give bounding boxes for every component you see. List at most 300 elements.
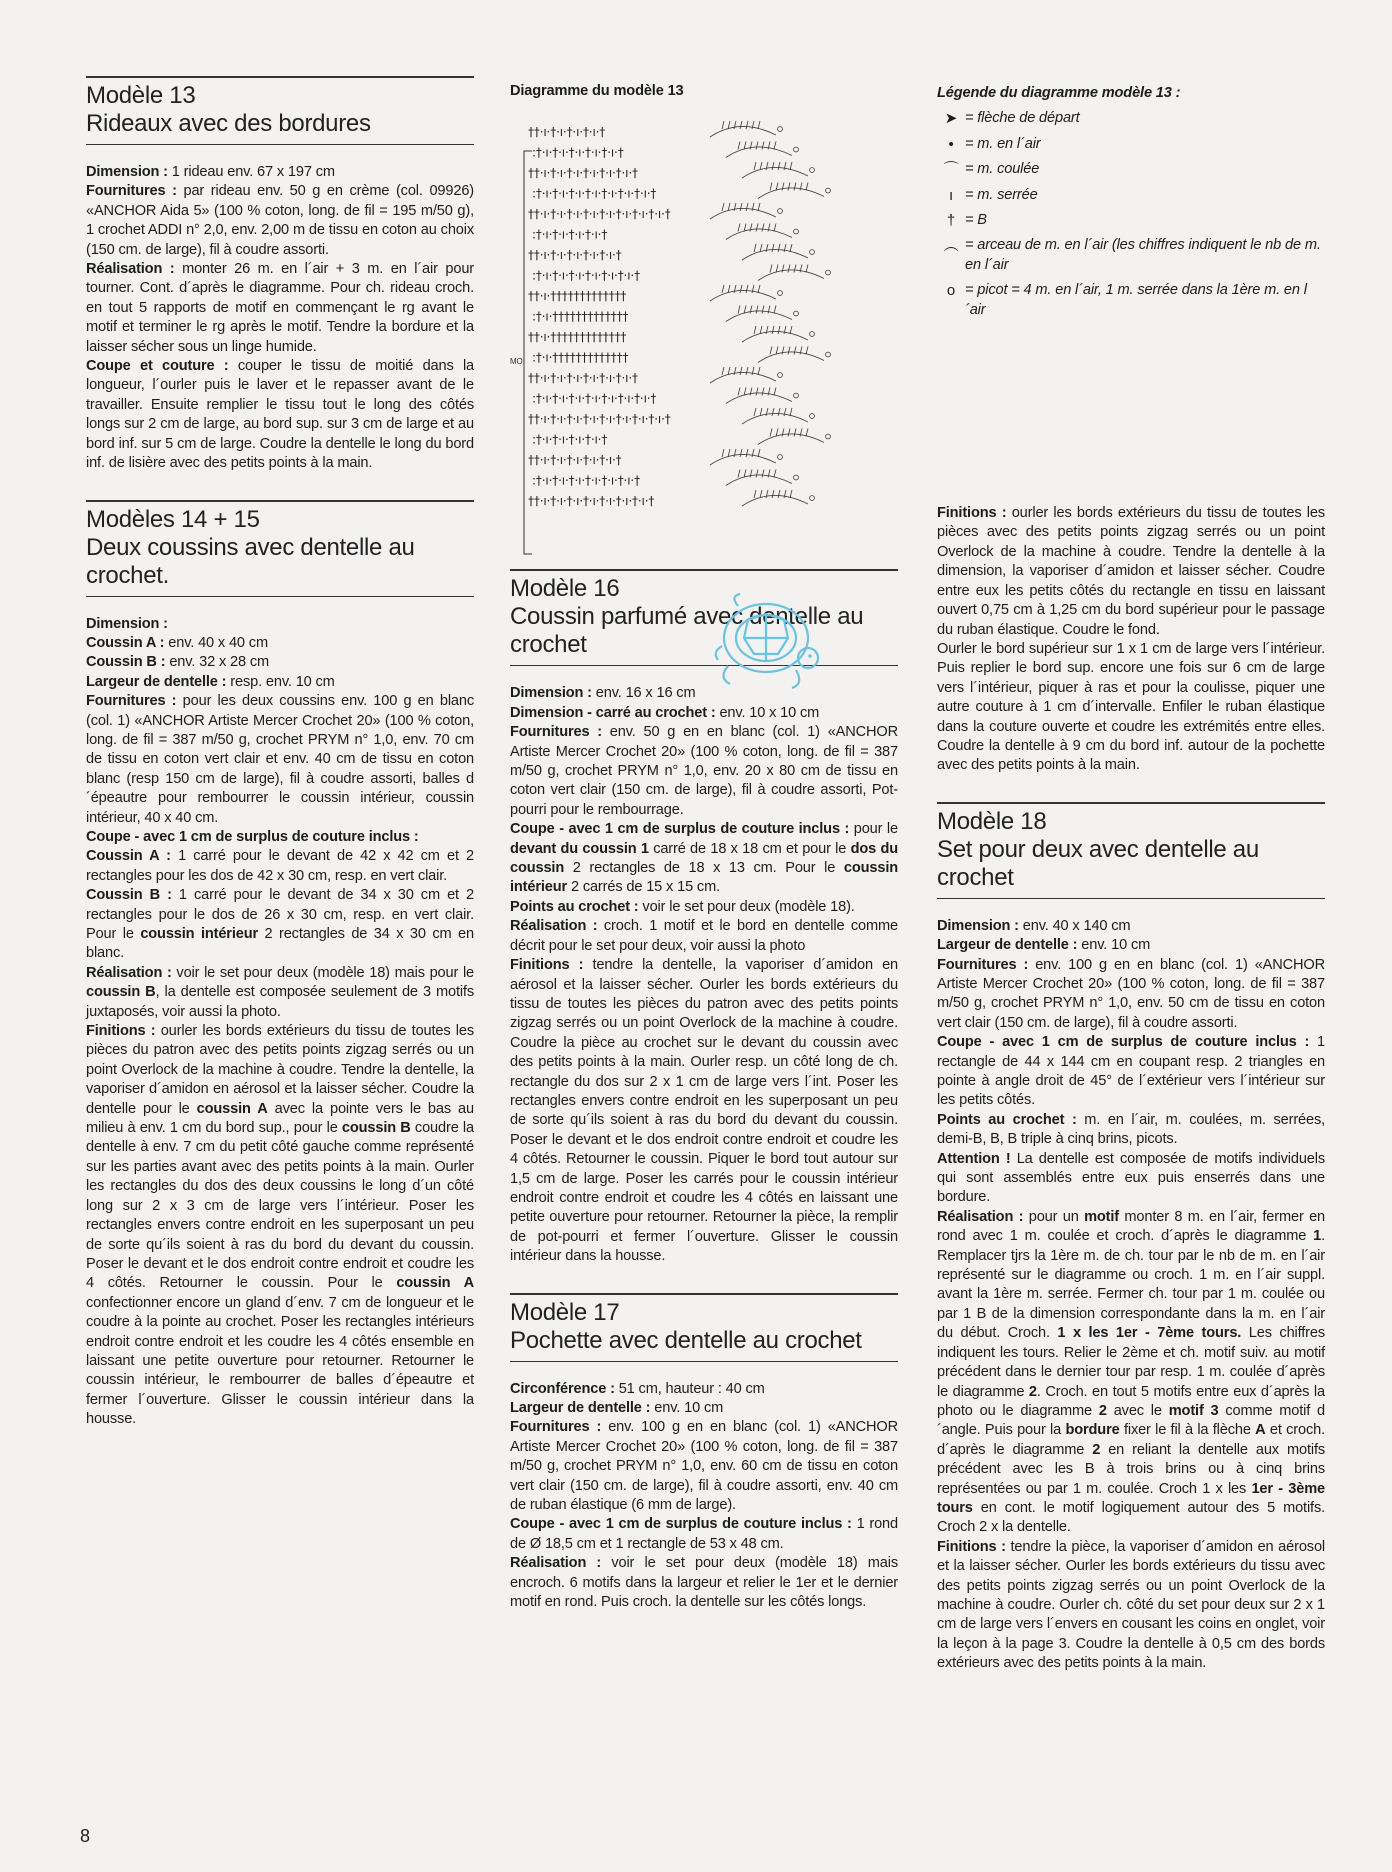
legend-item	[937, 160, 1325, 179]
bold-text: dos du coussin	[510, 840, 898, 877]
diagram-arc	[726, 311, 792, 322]
label: Coupe et couture :	[86, 358, 229, 375]
section-title: Modèles 14 + 15	[86, 505, 260, 533]
label: Fournitures :	[510, 724, 602, 741]
diagram-picot	[794, 312, 799, 317]
diagram-stitch	[778, 244, 780, 252]
label: Coussin A :	[86, 848, 171, 865]
diagram-stitch	[778, 408, 780, 416]
diagram-picot	[778, 291, 783, 296]
diagram-picot	[810, 168, 815, 173]
diagram-stitch	[790, 408, 792, 416]
section-modeles-14-15	[86, 500, 474, 1430]
realisation-paragraph	[510, 1554, 898, 1612]
section-modele-17-suite	[937, 504, 1325, 776]
diagram-stitch	[738, 224, 740, 232]
diagram-stitch	[788, 347, 790, 355]
diagram-stitch	[740, 121, 742, 129]
text: 1 rond de Ø 18,5 cm et 1 rectangle de 53 x 48 cm.	[510, 1516, 898, 1552]
text: fixer le fil à la flèche	[1119, 1422, 1256, 1439]
diagram-row: ††·ı·†††††††††††††	[528, 330, 627, 345]
label: Circonférence :	[510, 1380, 615, 1397]
label: Réalisation :	[86, 964, 172, 981]
label: Coupe - avec 1 cm de surplus de couture inclus :	[510, 821, 850, 838]
diagram-arc	[710, 373, 776, 384]
coussin-b-dim	[86, 653, 474, 672]
finitions-paragraph	[510, 956, 898, 1267]
diagram-row: ††·ı·†·ı·†·ı·†·ı·†·ı·†·ı·†	[528, 371, 638, 386]
diagram-stitch	[778, 326, 780, 334]
largeur-paragraph	[86, 673, 474, 692]
label: Largeur de dentelle :	[86, 673, 227, 690]
bold-text: 2	[1098, 1402, 1107, 1419]
section-subtitle: Set pour deux avec dentelle au crochet	[937, 835, 1259, 891]
diagram-row: ††·ı·†·ı·†·ı·†·ı·†	[528, 125, 606, 140]
diagram-arc	[710, 127, 776, 138]
diagram-stitch	[766, 326, 768, 334]
picot-icon: o	[946, 282, 956, 300]
section-modele-17	[510, 1293, 898, 1613]
diagram-stitch	[794, 183, 796, 191]
legend-item	[937, 236, 1325, 275]
dimension-paragraph	[937, 917, 1325, 936]
diagram-stitch	[722, 367, 724, 375]
diagram-stitch	[774, 306, 776, 314]
turtle-stamp-icon	[708, 588, 828, 703]
text: et croch. d´après le diagramme	[937, 1422, 1325, 1458]
diagram-row: ††·ı·†·ı·†·ı·†·ı·†·ı·†·ı·†·ı·†·ı·†	[528, 412, 671, 427]
attention-paragraph	[937, 1150, 1325, 1208]
diagram-arc	[742, 414, 808, 425]
diagram-arc	[726, 147, 792, 158]
diagram-stitch	[770, 183, 772, 191]
diagram-row: :†·ı·†·ı·†·ı·†·ı·†·ı·†·ı·†	[532, 473, 640, 488]
diagram-stitch	[750, 388, 752, 396]
diagram-row: ††·ı·†·ı·†·ı·†·ı·†·ı·†·ı·†·ı·†	[528, 494, 655, 509]
diagram-arc	[742, 496, 808, 507]
text: 1 rectangle de 44 x 144 cm en coupant resp. 2 triangles en pointe à angle droit de 45° de l´extérieur vers l´intérieur sur les petits côtés.	[937, 1034, 1325, 1109]
coupe-paragraph	[937, 1033, 1325, 1111]
diagram-row: ††·ı·†·ı·†·ı·†·ı·†·ı·†	[528, 453, 622, 468]
points-paragraph	[937, 1111, 1325, 1150]
text: voir le set pour deux (modèle 18) mais pour le	[171, 964, 474, 981]
text: confectionner encore un gland d´env. 7 cm de longueur et le coudre à la pointe au crochet. Poser les rectangles intérieurs endroit contre endroit et les coudre les 4 côtés ensemble en laissant une petite ouverture pour retourner. Retourner le coussin intérieur, le rembourrer de balles d´épeautre et fermer l´ouverture. Glisser le coussin intérieur dans la housse.	[86, 1294, 474, 1428]
diagram-stitch	[722, 285, 724, 293]
diagram-stitch	[722, 203, 724, 211]
text: voir le set pour deux (modèle 18) mais encroch. 6 motifs dans la largeur et relier le 1er et le dernier motif en rond. Puis croch. la dentelle sur les côtés longs.	[510, 1555, 898, 1611]
diagram-stitch	[756, 142, 758, 150]
label: Dimension :	[510, 685, 592, 702]
bold-text: 2	[1092, 1441, 1101, 1458]
text: pour un	[1023, 1208, 1085, 1225]
label: Coussin A :	[86, 634, 165, 651]
chain-arch-icon: ︵	[943, 237, 959, 255]
section-subtitle: Rideaux avec des bordures	[86, 110, 371, 137]
dimension-paragraph	[86, 163, 474, 182]
section-title: Modèle 18	[937, 807, 1047, 835]
legend-text: = flèche de départ	[965, 110, 1080, 127]
section-modele-13	[86, 76, 474, 474]
diagram-stitch	[754, 244, 756, 252]
diagram-stitch	[738, 142, 740, 150]
fournitures-paragraph	[86, 692, 474, 828]
text: avec le	[1106, 1402, 1169, 1419]
diagram-picot	[794, 230, 799, 235]
text: comme motif d´angle. Puis pour la	[937, 1402, 1326, 1439]
label: Fournitures :	[937, 956, 1029, 973]
coupe-heading	[86, 828, 474, 847]
arrow-start-icon: ➤	[944, 110, 958, 128]
bold-text: coussin A	[196, 1100, 268, 1117]
text: monter 26 m. en l´air + 3 m. en l´air pour tourner. Cont. d´après le diagramme. Pour ch. rideau croch. en tout 5 rapports de motif en commençant le rg avant le motif et terminer le rg après le motif. Tendre la bordure et la laisser sécher sous un linge humide.	[86, 261, 474, 355]
section-header	[510, 1293, 898, 1362]
section-modele-16	[510, 569, 898, 1266]
page-number: 8	[80, 1826, 91, 1846]
diagram-title: Diagramme du modèle 13	[510, 83, 684, 99]
label: Fournitures :	[510, 1419, 602, 1436]
diagram-stitch	[750, 470, 752, 478]
legend-item	[937, 281, 1325, 320]
text: carré de 18 x 18 cm et pour le	[648, 840, 851, 857]
diagram-picot	[826, 353, 831, 358]
column-middle	[510, 82, 898, 1638]
text: 2 carrés de 15 x 15 cm.	[567, 879, 720, 896]
diagram-stitch	[774, 470, 776, 478]
diagram-stitch	[734, 203, 736, 211]
diagram-stitch	[774, 142, 776, 150]
text: m. en l´air, m. coulées, m. serrées, demi-B, B, B triple à cinq brins, picots.	[937, 1111, 1326, 1148]
label: Finitions :	[937, 505, 1007, 522]
legend-item	[937, 135, 1325, 154]
diagram-stitch	[806, 429, 808, 437]
diagram-stitch	[770, 347, 772, 355]
label: Réalisation :	[937, 1208, 1024, 1225]
diagram-picot	[778, 209, 783, 214]
diagram-stitch	[756, 224, 758, 232]
diagram-row: :†·ı·†·ı·†·ı·†·ı·†	[532, 432, 608, 447]
diagram-arc	[726, 229, 792, 240]
spacer	[937, 326, 1325, 504]
diagram-stitch	[774, 224, 776, 232]
text: 2 rectangles de 18 x 13 cm. Pour le	[564, 860, 844, 877]
diagram-stitch	[788, 265, 790, 273]
diagram-row: ††·ı·†††††††††††††	[528, 289, 627, 304]
diagram-mo-label: MO	[510, 357, 523, 367]
bold-text: bordure	[1065, 1422, 1120, 1439]
text: par rideau env. 50 g en crème (col. 09926) «ANCHOR Aida 5» (100 % coton, long. de fil = 195 m/50 g), 1 crochet ADDI n° 2,0, env. 2,00 m de tissu en coton au choix (150 cm. de large), fil à coudre assorti.	[86, 183, 475, 258]
diagram-stitch	[770, 265, 772, 273]
crochet-diagram	[510, 109, 890, 569]
finitions-paragraph-2: Ourler le bord supérieur sur 1 x 1 cm de large vers l´intérieur. Puis replier le bord sup. encore une fois sur 6 cm de large vers l´intérieur, piquer à ras et pour la coulisse, piquer une autre couture à 1 cm d´intervalle. Enfiler le ruban élastique dans la couture ouverte et coudre les extrémités entre elles. Coudre la dentelle à 9 cm du bord inf. autour de la pochette avec des petits points à la main.	[937, 640, 1325, 774]
slip-stitch-icon: ⌒	[943, 161, 959, 179]
fournitures-paragraph	[510, 723, 898, 820]
label: Réalisation :	[510, 918, 598, 935]
diagram-stitch	[754, 162, 756, 170]
diagram-picot	[794, 476, 799, 481]
diagram-stitch	[738, 470, 740, 478]
text: en reliant la dentelle aux motifs précédent avec les B à trois brins ou à cinq brins représentées ou par 1 m. coulée. Croch 1 x les	[937, 1441, 1325, 1497]
text: . Remplacer tjrs la 1ère m. de ch. tour par le nb de m. en l´air représenté sur le diagramme ou croch. 1 m. en l´air suppl. avant la 1ère m. serrée. Fermer ch. tour par 1 m. coulée ou par 1 B de la dimension correspondante dans la m. en l´air du début. Croch.	[937, 1228, 1325, 1342]
column-left	[86, 76, 474, 1456]
diagram-stitch	[756, 306, 758, 314]
finitions-paragraph	[937, 504, 1325, 640]
diagram-stitch	[734, 449, 736, 457]
diagram-arc	[758, 270, 824, 281]
section-header	[937, 802, 1325, 899]
section-title: Modèle 17	[510, 1298, 620, 1326]
coupe-paragraph	[86, 357, 474, 473]
diagram-row: :†·ı·†††††††††††††	[532, 350, 629, 365]
diagram-stitch	[738, 306, 740, 314]
legend-text: = m. serrée	[965, 186, 1038, 203]
label: Finitions :	[86, 1023, 156, 1040]
section-modele-18	[937, 802, 1325, 1674]
text: voir le set pour deux (modèle 18).	[638, 898, 855, 915]
fournitures-paragraph	[86, 182, 474, 260]
diagram-picot	[826, 271, 831, 276]
diagram-stitch	[740, 367, 742, 375]
diagram-stitch	[794, 429, 796, 437]
diagram-stitch	[758, 121, 760, 129]
diagram-arc	[710, 291, 776, 302]
diagram-picot	[794, 394, 799, 399]
realisation-paragraph	[937, 1208, 1325, 1538]
label: Fournitures :	[86, 693, 177, 710]
diagram-row: :†·ı·†·ı·†·ı·†·ı·†·ı·†·ı·†	[532, 268, 640, 283]
diagram-stitch	[758, 367, 760, 375]
text: , la dentelle est composée seulement de 3 motifs juxtaposés, voir aussi la photo.	[86, 984, 474, 1020]
diagram-stitch	[770, 429, 772, 437]
diagram-stitch	[794, 265, 796, 273]
bold-text: 1er - 3ème tours	[937, 1480, 1325, 1516]
label: Dimension :	[86, 164, 168, 180]
dimension-heading	[86, 615, 474, 634]
diagram-stitch	[734, 285, 736, 293]
diagram-stitch	[766, 244, 768, 252]
diagram-stitch	[790, 490, 792, 498]
label: Coussin B :	[86, 654, 166, 671]
label: Points au crochet :	[510, 898, 639, 915]
label: Coussin B :	[86, 887, 172, 904]
legend-text: = picot = 4 m. en l´air, 1 m. serrée dans la 1ère m. en l´air	[965, 282, 1307, 318]
section-title: Modèle 13	[86, 82, 196, 109]
legend-text: = arceau de m. en l´air (les chiffres indiquent le nb de m. en l´air	[965, 237, 1321, 273]
diagram-stitch	[766, 490, 768, 498]
diagram-picot	[778, 127, 783, 132]
diagram-picot	[778, 373, 783, 378]
legend-item	[937, 186, 1325, 205]
diagram-stitch	[756, 470, 758, 478]
legend-text: = m. en l´air	[965, 135, 1041, 152]
diagram-stitch	[762, 224, 764, 232]
diagram-rows	[524, 121, 830, 554]
text: 1 carré pour le devant de 34 x 30 cm et 2 rectangles pour le dos de 26 x 30 cm, resp. en vert clair. Pour le	[86, 887, 474, 942]
bold-text: coussin A	[396, 1275, 474, 1292]
diagram-stitch	[806, 183, 808, 191]
label: Coupe - avec 1 cm de surplus de couture inclus :	[937, 1034, 1310, 1051]
bold-text: motif 3	[1168, 1402, 1219, 1419]
text: env. 16 x 16 cm	[591, 685, 696, 702]
diagram-stitch	[772, 326, 774, 334]
dimension-paragraph	[510, 684, 898, 703]
diagram-row: :†·ı·†·ı·†·ı·†·ı·†·ı·†·ı·†·ı·†	[532, 391, 657, 406]
diagram-stitch	[746, 203, 748, 211]
label: Finitions :	[510, 957, 584, 974]
bold-text: 1 x les 1er - 7ème tours.	[1057, 1325, 1242, 1342]
diagram-stitch	[774, 388, 776, 396]
text: resp. env. 10 cm	[226, 673, 335, 690]
section-subtitle: Coussin parfumé avec dentelle au crochet	[510, 603, 864, 659]
legend-list	[937, 109, 1325, 320]
fournitures-paragraph	[510, 1418, 898, 1515]
diagram-stitch	[772, 244, 774, 252]
diagram-stitch	[750, 224, 752, 232]
points-paragraph	[510, 898, 898, 917]
diagram-stitch	[734, 367, 736, 375]
bold-text: devant du coussin 1	[510, 840, 649, 857]
diagram-picot	[810, 332, 815, 337]
section-subtitle: Deux coussins avec dentelle au crochet.	[86, 533, 415, 589]
diagram-stitch	[762, 388, 764, 396]
section-title: Modèle 16	[510, 575, 620, 603]
legend-item	[937, 211, 1325, 230]
diagram-arc	[726, 393, 792, 404]
text: . Croch. en tout 5 motifs entre eux d´après la photo ou le diagramme	[937, 1383, 1325, 1419]
text: 1 carré pour le devant de 42 x 42 cm et 2 rectangles pour les dos de 42 x 30 cm, resp. en vert clair.	[86, 848, 474, 884]
text: coudre la dentelle à env. 7 cm du petit côté gauche comme représenté sur les parties avant avec des petits points à la main. Ourler les rectangles du dos des deux coussins le long d´un côté long sur 2 x 3 cm de large vers l´intérieur. Poser les rectangles envers contre endroit en les superposant un peu de sorte qu´ils soient à ras du bord du devant du coussin. Poser le devant et le dos endroit contre endroit et coudre les 4 côtés. Retourner le coussin. Pour le	[86, 1120, 474, 1292]
label: Dimension :	[937, 917, 1019, 934]
diagram-stitch	[788, 183, 790, 191]
section-header	[86, 76, 474, 145]
diagram-stitch	[790, 244, 792, 252]
text: pour les deux coussins env. 100 g en blanc (col. 1) «ANCHOR Artiste Mercer Crochet 20» (100 % coton, long. de fil = 387 m/50 g, crochet PRYM n° 1,0, env. 70 cm de tissu en coton vert clair et env. 40 cm de tissu en coton blanc (resp 150 cm de large), fil à coudre assorti, balles d´épeautre pour rembourrer le coussin intérieur, coussin intérieur, 40 x 40 cm.	[86, 693, 475, 826]
label: Dimension - carré au crochet :	[510, 704, 716, 721]
diagram-arc	[758, 188, 824, 199]
bold-text: 1	[1313, 1228, 1322, 1245]
chain-stitch-icon: •	[948, 135, 954, 153]
coupe-coussin-a	[86, 847, 474, 886]
text: avec la pointe vers le bas au milieu à env. 1 cm du bord sup., pour le	[86, 1100, 474, 1137]
text: env. 100 g en en blanc (col. 1) «ANCHOR Artiste Mercer Crochet 20» (100 % coton, long. de fil = 387 m/50 g, crochet PRYM n° 1,0, env. 50 cm de tissu en coton vert clair (150 cm. de large), fil à coudre assorti.	[937, 956, 1325, 1031]
text: couper le tissu de moitié dans la longueur, l´ourler puis le laver et le repasser avant de le travailler. Ensuite remplier le tissu tout le long des côtés longs sur 2 cm de large, au bord sup. sur 3 cm de large et au bord inf. sur 5 cm de large. Coudre la dentelle le long du bord inf. de lisière avec des petits points à la main.	[86, 358, 475, 472]
diagram-row: :†·ı·†·ı·†·ı·†·ı·†·ı·†	[532, 145, 624, 160]
diagram-stitch	[746, 285, 748, 293]
diagram-stitch	[806, 347, 808, 355]
diagram-arc	[710, 209, 776, 220]
diagram-stitch	[740, 203, 742, 211]
diagram-arc	[710, 455, 776, 466]
diagram-stitch	[754, 408, 756, 416]
diagram-stitch	[790, 326, 792, 334]
diagram-picot	[810, 496, 815, 501]
circonference-paragraph	[510, 1380, 898, 1399]
diagram-arc	[758, 434, 824, 445]
diagram-arc	[742, 168, 808, 179]
label: Coupe - avec 1 cm de surplus de couture inclus :	[86, 828, 419, 845]
diagram-stitch	[754, 490, 756, 498]
text: env. 10 cm	[1077, 937, 1151, 954]
diagram-arc	[742, 332, 808, 343]
diagram-picot	[778, 455, 783, 460]
label: Dimension :	[86, 615, 168, 632]
diagram-row: :†·ı·†·ı·†·ı·†·ı·†	[532, 227, 608, 242]
text: env. 50 g en en blanc (col. 1) «ANCHOR Artiste Mercer Crochet 20» (100 % coton, long. de fil = 387 m/50 g, crochet PRYM n° 1,0, env. 20 x 80 cm de tissu en coton vert clair (150 cm. de large), fil à coudre assorti, Pot-pourri pour le rembourrage.	[510, 724, 899, 818]
double-crochet-icon: †	[946, 212, 956, 230]
diagram-stitch	[746, 121, 748, 129]
crochet-diagram-graphic	[510, 109, 890, 569]
dimension-carre-paragraph	[510, 704, 898, 723]
text: ourler les bords extérieurs du tissu de toutes les pièces du patron avec des petits points zigzag serrés ou un point Overlock de la machine à coudre. Tendre la dentelle, la vaporiser d´amidon en aérosol et la laisser sécher. Coudre la dentelle pour le	[86, 1023, 475, 1117]
diagram-picot	[826, 189, 831, 194]
label: Coupe - avec 1 cm de surplus de couture inclus :	[510, 1516, 852, 1533]
diagram-row: ††·ı·†·ı·†·ı·†·ı·†·ı·†·ı·†	[528, 166, 638, 181]
bold-text: coussin intérieur	[140, 926, 258, 942]
legend-item	[937, 109, 1325, 128]
diagram-picot	[826, 435, 831, 440]
label: Largeur de dentelle :	[937, 937, 1078, 954]
text: env. 40 x 40 cm	[164, 634, 268, 651]
diagram-stitch	[740, 449, 742, 457]
legend-title: Légende du diagramme modèle 13 :	[937, 85, 1181, 101]
label: Points au crochet :	[937, 1111, 1077, 1128]
diagram-stitch	[754, 326, 756, 334]
diagram-stitch	[790, 162, 792, 170]
realisation-paragraph	[86, 260, 474, 357]
diagram-stitch	[746, 449, 748, 457]
label: Attention !	[937, 1150, 1011, 1167]
diagram-stitch	[762, 470, 764, 478]
fournitures-paragraph	[937, 956, 1325, 1034]
label: Réalisation :	[86, 261, 175, 278]
diagram-stitch	[734, 121, 736, 129]
diagram-row: ††·ı·†·ı·†·ı·†·ı·†·ı·†	[528, 248, 622, 263]
coussin-a-dim	[86, 634, 474, 653]
label: Fournitures :	[86, 183, 177, 200]
diagram-stitch	[794, 347, 796, 355]
diagram-stitch	[740, 285, 742, 293]
diagram-arc	[758, 352, 824, 363]
diagram-stitch	[772, 162, 774, 170]
diagram-stitch	[778, 162, 780, 170]
diagram-stitch	[750, 142, 752, 150]
legend-text: = m. coulée	[965, 161, 1040, 178]
diagram-stitch	[788, 429, 790, 437]
diagram-picot	[794, 148, 799, 153]
diagram-stitch	[758, 285, 760, 293]
diagram-stitch	[722, 449, 724, 457]
legend-text: = B	[965, 212, 987, 229]
diagram-row: :†·ı·†††††††††††††	[532, 309, 629, 324]
section-header	[510, 569, 898, 666]
section-subtitle: Pochette avec dentelle au crochet	[510, 1326, 862, 1354]
coupe-paragraph	[510, 1515, 898, 1554]
bold-text: motif	[1084, 1208, 1119, 1225]
largeur-paragraph	[937, 936, 1325, 955]
text: ourler les bords extérieurs du tissu de toutes les pièces avec des petits points zigzag serrés ou un point Overlock de la machine à coudre. Tendre la dentelle à la dimension, la vaporiser d´amidon et laisser sécher. Coudre entre eux les petits côtés du rectangle en tissu en laissant ouvert 0,75 cm à 1,25 cm du bord supérieur pour le passage du ruban élastique. Coudre le fond.	[937, 505, 1326, 638]
turtle-stamp-graphic	[708, 588, 828, 698]
label: Réalisation :	[510, 1555, 602, 1572]
text: en cont. le motif logiquement autour des 5 motifs. Croch 2 x la dentelle.	[937, 1499, 1325, 1536]
diagram-stitch	[756, 388, 758, 396]
text: env. 40 x 140 cm	[1018, 917, 1131, 934]
diagram-stitch	[782, 265, 784, 273]
text: env. 10 x 10 cm	[715, 704, 820, 721]
bold-text: A	[1255, 1422, 1266, 1439]
diagram-arc	[742, 250, 808, 261]
diagram-stitch	[778, 490, 780, 498]
diagram-stitch	[722, 121, 724, 129]
column-right	[937, 84, 1325, 1700]
